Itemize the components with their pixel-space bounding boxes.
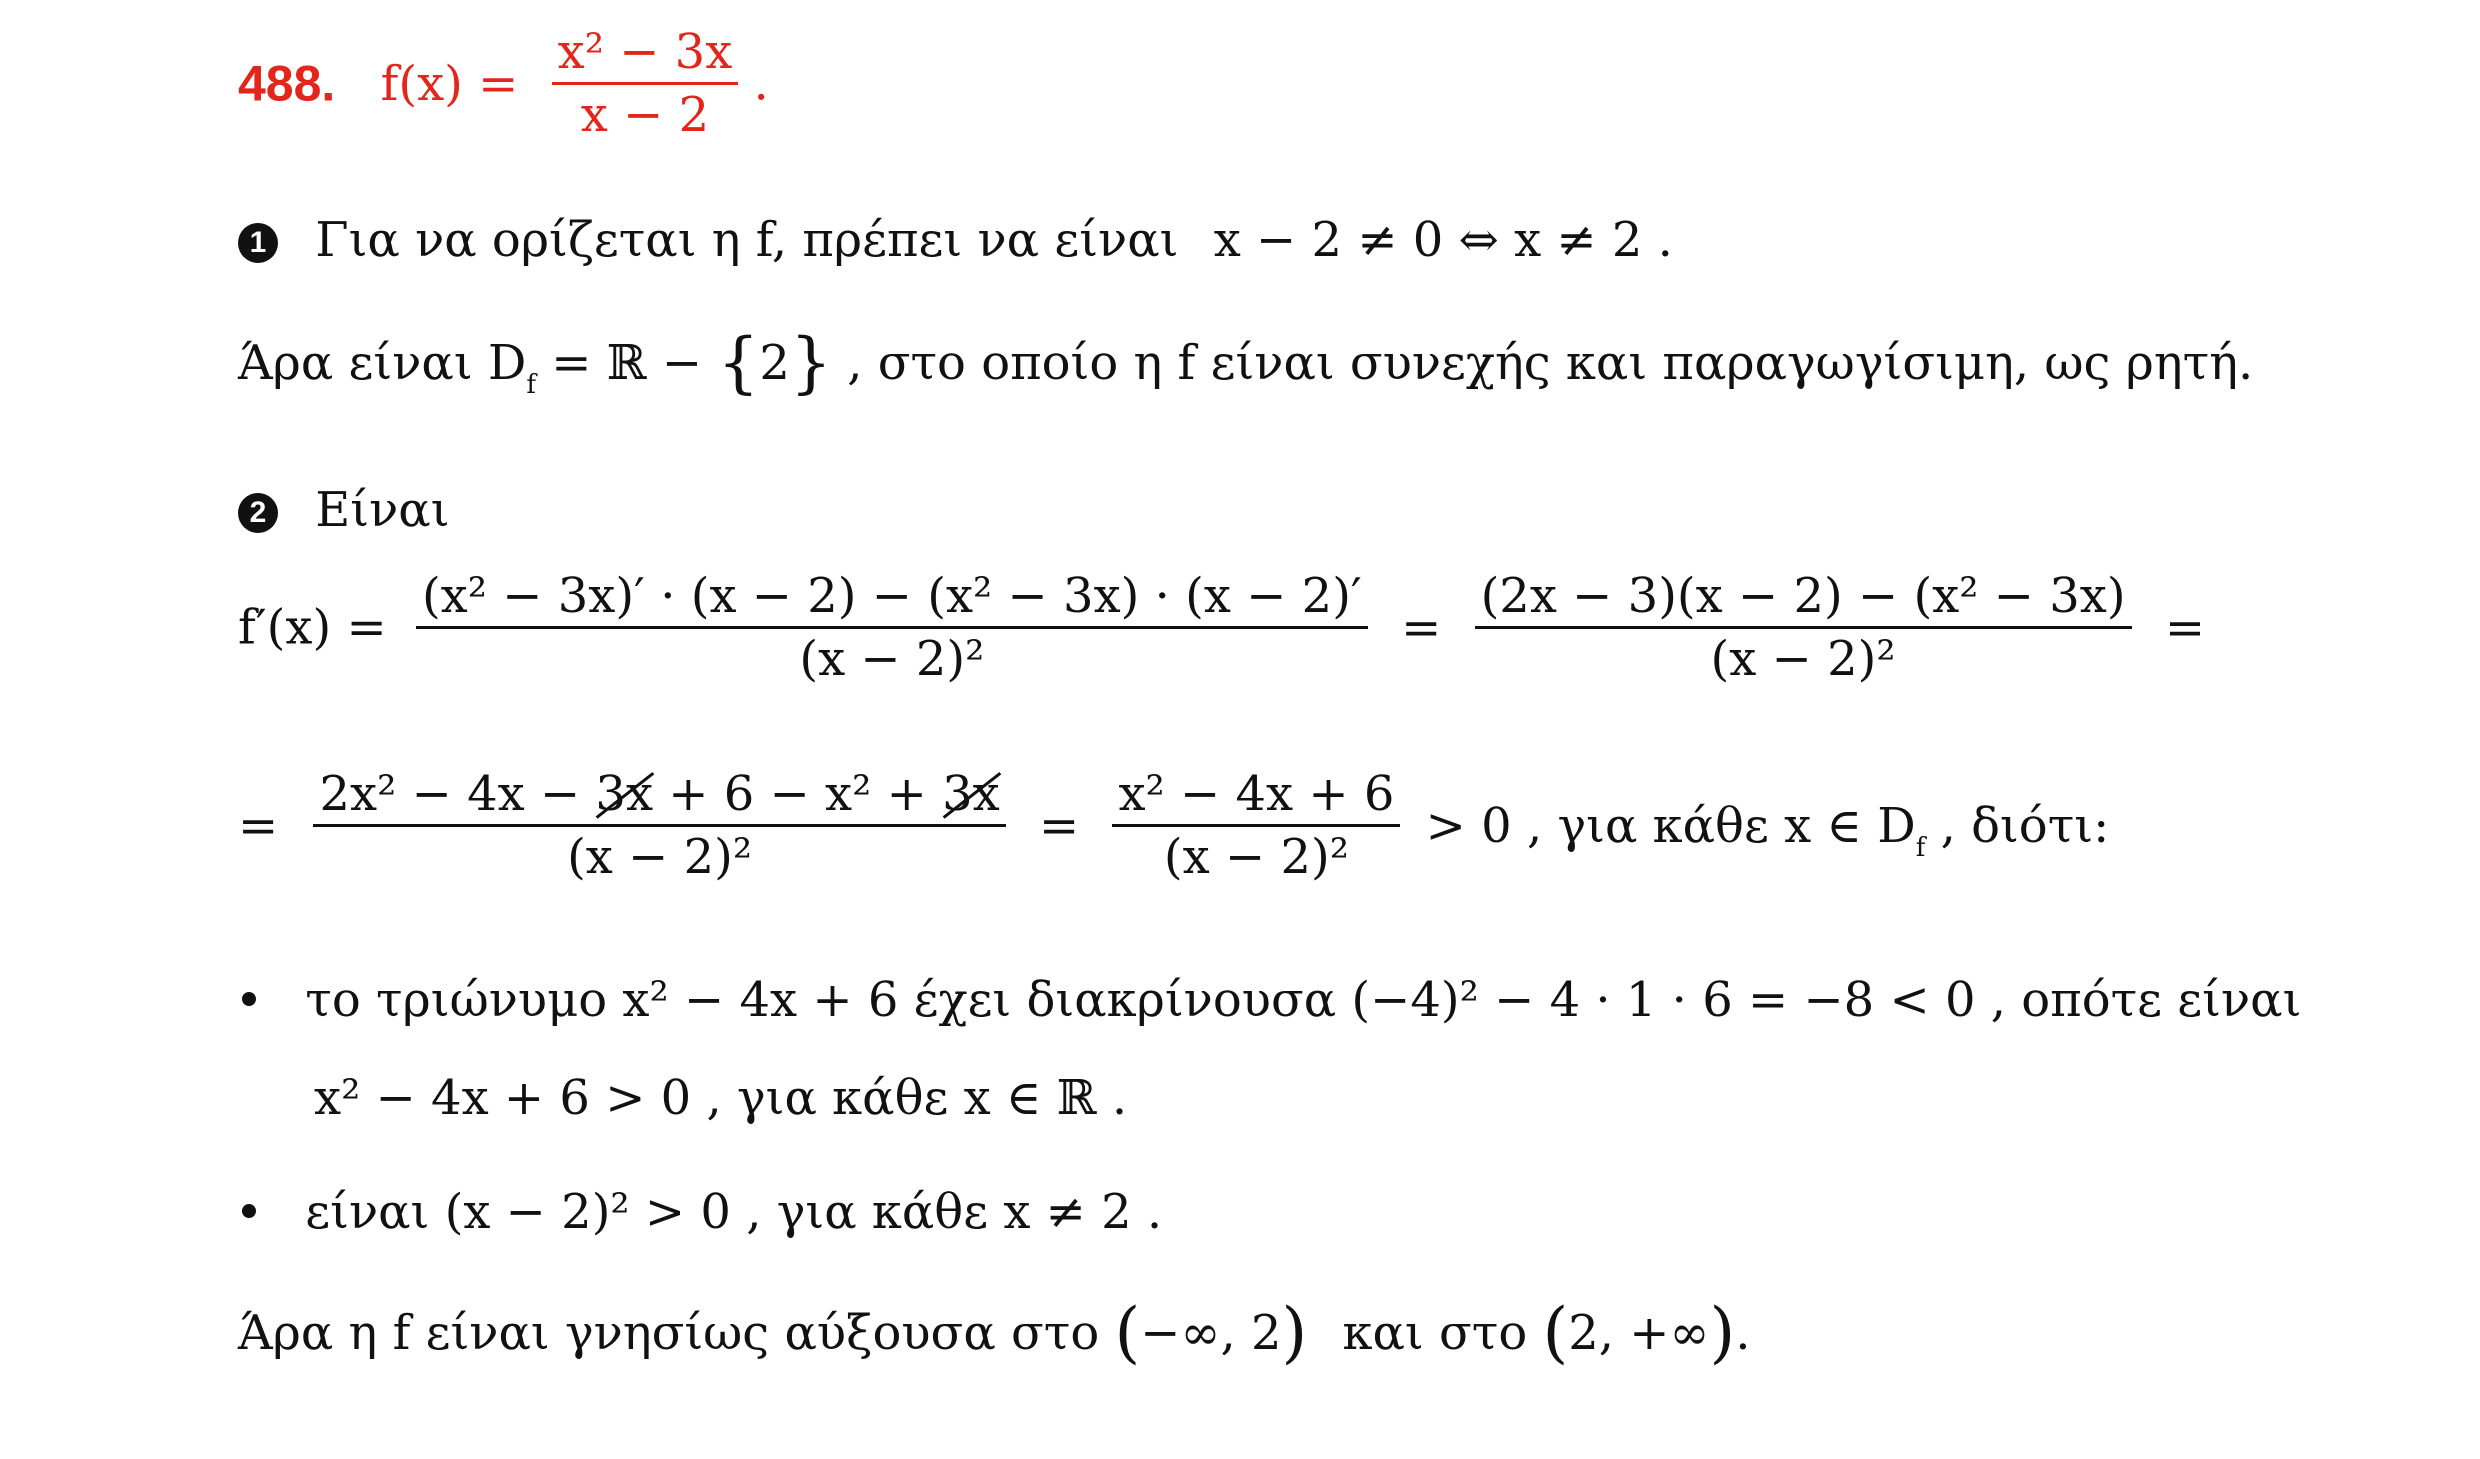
domain-sub: f (526, 370, 537, 400)
domain-math: = ℝ − (551, 335, 703, 391)
fraction4-numerator: x² − 4x + 6 (1112, 770, 1400, 827)
equals-sign-2: = (1038, 797, 1080, 854)
fraction2-numerator: (2x − 3)(x − 2) − (x² − 3x) (1475, 572, 2132, 629)
derivative-fraction-1 (416, 568, 1368, 687)
step1-line (238, 212, 1673, 268)
fraction1-denominator: (x − 2)² (799, 631, 985, 687)
derivative-line-2 (238, 766, 2110, 885)
fraction3-num-b: + 6 − x² + (668, 766, 927, 822)
interval2-open: ( (1542, 1294, 1569, 1371)
function-fraction (552, 24, 739, 143)
bullet-1-continued (314, 1070, 1128, 1126)
interval2: 2, +∞ (1568, 1305, 1710, 1361)
problem-header (238, 24, 769, 143)
bullet-1-text: το τριώνυμο x² − 4x + 6 έχει διακρίνουσα (−4)² − 4 · 1 · 6 = −8 < 0 , οπότε είναι (305, 972, 2302, 1028)
derivative-fraction-2 (1475, 568, 2132, 687)
equals-sign: = (1401, 599, 1442, 656)
bullet-1-cont-text: x² − 4x + 6 > 0 , για κάθε x ∈ ℝ . (314, 1070, 1128, 1126)
line2-equals: = (238, 797, 279, 854)
function-lhs: f(x) = (380, 55, 519, 112)
bullet-1 (242, 972, 2302, 1028)
domain-prefix: Άρα είναι D (238, 335, 527, 391)
equals-sign-end: = (2164, 599, 2206, 656)
derivative-line-1 (238, 568, 2206, 687)
fraction1-numerator: (x² − 3x)′ · (x − 2) − (x² − 3x) · (x − 2)′ (416, 572, 1368, 629)
step1-text: Για να ορίζεται η f, πρέπει να είναι (315, 212, 1179, 268)
problem-number: 488. (238, 55, 336, 112)
final-mid: και στο (1342, 1305, 1528, 1361)
step2-text: Είναι (315, 482, 450, 538)
fraction3-denominator: (x − 2)² (567, 829, 753, 885)
bullet-dot (242, 992, 256, 1006)
domain-line (238, 324, 2254, 401)
fraction4-denominator: (x − 2)² (1163, 829, 1349, 885)
conclusion-sub: f (1915, 832, 1926, 863)
function-denominator: x − 2 (580, 87, 710, 143)
cancelled-term-2: 3x (942, 766, 1000, 822)
domain-brace-close: } (789, 324, 832, 401)
interval1-open: ( (1114, 1294, 1141, 1371)
derivative-fraction-3 (313, 766, 1005, 885)
fraction3-numerator (313, 766, 1005, 827)
derivative-fraction-4 (1112, 766, 1400, 885)
domain-brace-open: { (717, 324, 760, 401)
step2-line (238, 482, 450, 538)
derivative-lhs: f′(x) = (238, 599, 387, 656)
final-line (238, 1294, 1751, 1371)
domain-suffix: , στο οποίο η f είναι συνεχής και παραγωγίσιμη, ως ρητή. (847, 335, 2254, 391)
bullet-2 (242, 1184, 1163, 1240)
bullet-2-text: είναι (x − 2)² > 0 , για κάθε x ≠ 2 . (305, 1184, 1163, 1240)
function-numerator: x² − 3x (552, 28, 739, 85)
cancelled-term-1: 3x (595, 766, 654, 822)
step1-math: x − 2 ≠ 0 ⇔ x ≠ 2 . (1213, 212, 1673, 268)
conclusion-a: > 0 , για κάθε x ∈ D (1425, 797, 1916, 854)
conclusion-text (1425, 797, 2110, 863)
function-end: . (753, 55, 769, 112)
step2-badge: 2 (238, 493, 278, 533)
fraction2-denominator: (x − 2)² (1710, 631, 1896, 687)
interval1-close: ) (1281, 1294, 1308, 1371)
interval2-close: ) (1709, 1294, 1736, 1371)
final-prefix: Άρα η f είναι γνησίως αύξουσα στο (238, 1305, 1100, 1361)
conclusion-b: , διότι: (1925, 797, 2110, 854)
interval1: −∞, 2 (1140, 1305, 1282, 1361)
domain-value: 2 (759, 335, 790, 391)
step1-badge: 1 (238, 223, 278, 263)
final-end: . (1735, 1305, 1751, 1361)
fraction3-num-a: 2x² − 4x − (319, 766, 581, 822)
bullet-dot (242, 1204, 256, 1218)
